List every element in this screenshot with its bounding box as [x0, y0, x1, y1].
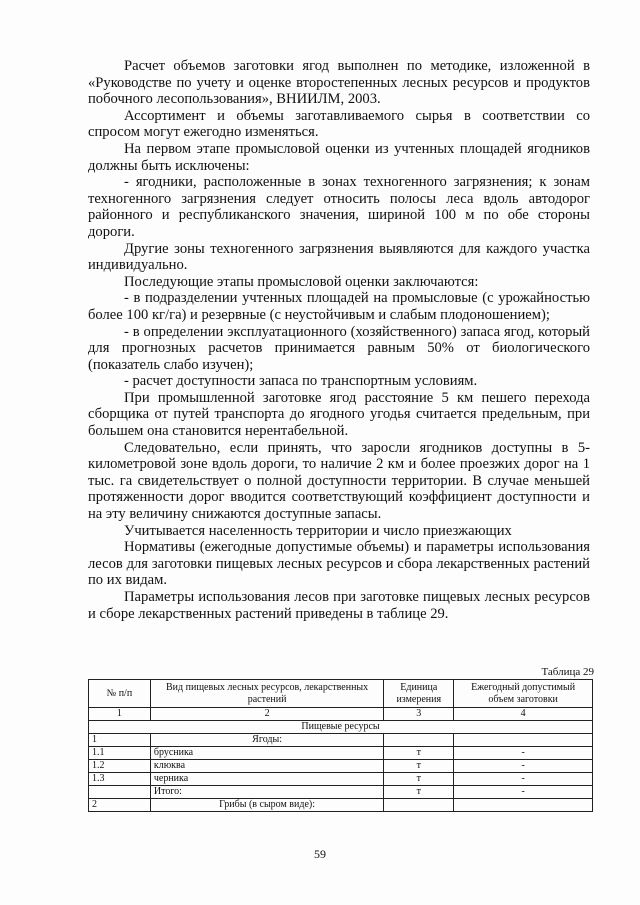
- table-row: [89, 734, 593, 747]
- row-number: 1.1: [89, 747, 151, 760]
- paragraph: Учитывается населенность территории и число приезжающих: [124, 522, 512, 539]
- row-volume: [454, 799, 593, 812]
- row-unit: [384, 799, 454, 812]
- row-unit: т: [384, 786, 454, 799]
- row-name: клюква: [150, 760, 383, 773]
- row-unit: т: [384, 747, 454, 760]
- body-text: [88, 58, 590, 622]
- table-header-row: [89, 680, 593, 708]
- row-name: Грибы (в сыром виде):: [150, 799, 383, 812]
- paragraph: Другие зоны техногенного загрязнения выявляются для каждого участка индивидуально.: [88, 240, 590, 274]
- paragraph: - расчет доступности запаса по транспортным условиям.: [124, 373, 478, 390]
- numbering-cell: 1: [89, 708, 151, 721]
- numbering-cell: 3: [384, 708, 454, 721]
- row-name: черника: [150, 773, 383, 786]
- table-row: [89, 799, 593, 812]
- header-cell: Ежегодный допустимый объем заготовки: [454, 680, 593, 708]
- paragraph: На первом этапе промысловой оценки из учтенных площадей ягодников должны быть исключены:: [88, 140, 590, 174]
- header-cell: № п/п: [89, 680, 151, 708]
- paragraph: Последующие этапы промысловой оценки заключаются:: [124, 273, 479, 290]
- row-number: 1.2: [89, 760, 151, 773]
- paragraph: Ассортимент и объемы заготавливаемого сырья в соответствии со спросом могут ежегодно изменяться.: [88, 107, 590, 141]
- row-name: Ягоды:: [150, 734, 383, 747]
- column-numbering-row: [89, 708, 593, 721]
- paragraph: Расчет объемов заготовки ягод выполнен по методике, изложенной в «Руководстве по учету и оценке второстепенных лесных ресурсов и продуктов побочного лесопользования», ВНИИЛМ, 2003.: [88, 58, 590, 108]
- table-row: [89, 773, 593, 786]
- row-number: 1.3: [89, 773, 151, 786]
- paragraph: Параметры использования лесов при заготовке пищевых лесных ресурсов и сборе лекарственных растений приведены в таблице 29.: [88, 589, 590, 622]
- row-number: [89, 786, 151, 799]
- row-volume: -: [454, 786, 593, 799]
- table-caption: Таблица 29: [541, 666, 594, 678]
- parameters-table: [88, 679, 593, 812]
- section-label: Пищевые ресурсы: [89, 721, 593, 734]
- paragraph: Следовательно, если принять, что заросли ягодников доступны в 5-километровой зоне вдоль дороги, то наличие 2 км и более проезжих дорог на 1 тыс. га свидетельствует о полной доступности территории. В случае меньшей протяженности дорог вводится соответствующий коэффициент доступности и на эту величину снижаются доступные запасы.: [88, 439, 590, 523]
- header-cell: Вид пищевых лесных ресурсов, лекарственных растений: [150, 680, 383, 708]
- numbering-cell: 4: [454, 708, 593, 721]
- row-name: Итого:: [150, 786, 383, 799]
- row-unit: т: [384, 773, 454, 786]
- page-number: 59: [314, 847, 326, 861]
- paragraph: Нормативы (ежегодные допустимые объемы) и параметры использования лесов для заготовки пищевых лесных ресурсов и сбора лекарственных растений по их видам.: [88, 539, 590, 589]
- row-volume: -: [454, 773, 593, 786]
- table-row: [89, 760, 593, 773]
- row-volume: -: [454, 747, 593, 760]
- row-name: брусника: [150, 747, 383, 760]
- paragraph: - в подразделении учтенных площадей на промысловые (с урожайностью более 100 кг/га) и резервные (с неустойчивым и слабым плодоношением);: [88, 290, 590, 323]
- paragraph: - в определении эксплуатационного (хозяйственного) запаса ягод, который для прогнозных расчетов принимается равным 50% от биологического (показатель слабо изучен);: [88, 323, 590, 373]
- header-cell: Единица измерения: [384, 680, 454, 708]
- row-volume: -: [454, 760, 593, 773]
- table-row: [89, 747, 593, 760]
- paragraph: При промышленной заготовке ягод расстояние 5 км пешего перехода сборщика от путей транспорта до ягодного угодья считается предельным, при большем она становится нерентабельной.: [88, 389, 590, 440]
- numbering-cell: 2: [150, 708, 383, 721]
- paragraph: - ягодники, расположенные в зонах техногенного загрязнения; к зонам техногенного загрязнения следует относить полосы леса вдоль автодорог районного и республиканского значения, шириной 100 м по обе стороны дороги.: [88, 174, 590, 240]
- row-number: 1: [89, 734, 151, 747]
- row-number: 2: [89, 799, 151, 812]
- table-row-total: [89, 786, 593, 799]
- row-unit: т: [384, 760, 454, 773]
- row-volume: [454, 734, 593, 747]
- row-unit: [384, 734, 454, 747]
- section-row: [89, 721, 593, 734]
